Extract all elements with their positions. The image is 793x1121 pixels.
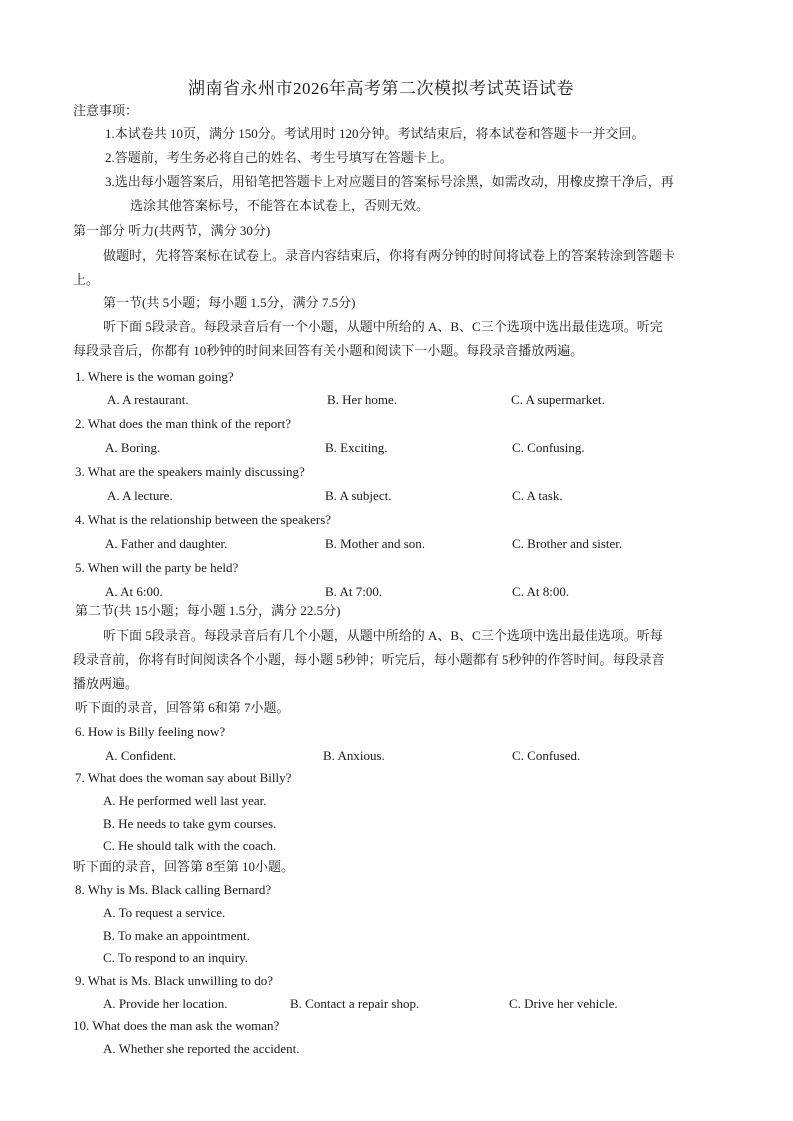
notice-item-3: 3.选出每小题答案后，用铅笔把答题卡上对应题目的答案标号涂黑，如需改动，用橡皮擦干净后，再 — [105, 174, 674, 189]
question-6-option-a: A. Confident. — [105, 748, 177, 763]
section1-intro-1: 听下面 5段录音。每段录音后有一个小题，从题中所给的 A、B、C三个选项中选出最佳选项。听完 — [103, 319, 663, 334]
notice-item-3-cont: 选涂其他答案标号，不能答在本试卷上，否则无效。 — [130, 198, 430, 213]
section2-intro-2: 段录音前，你将有时间阅读各个小题，每小题 5秒钟；听完后，每小题都有 5秒钟的作答时间。每段录音 — [73, 652, 665, 667]
question-5: 5. When will the party be held? — [75, 560, 239, 575]
question-3-option-b: B. A subject. — [325, 488, 392, 503]
question-3-option-a: A. A lecture. — [107, 488, 173, 503]
question-5-option-c: C. At 8:00. — [512, 584, 570, 599]
question-3: 3. What are the speakers mainly discussing? — [75, 464, 305, 479]
question-5-option-b: B. At 7:00. — [325, 584, 383, 599]
section2-heading: 第二节(共 15小题；每小题 1.5分，满分 22.5分) — [75, 603, 341, 618]
question-9-option-a: A. Provide her location. — [103, 996, 228, 1011]
question-5-option-a: A. At 6:00. — [105, 584, 163, 599]
question-8-option-c: C. To respond to an inquiry. — [103, 950, 248, 965]
question-2-option-c: C. Confusing. — [512, 440, 585, 455]
notice-item-2: 2.答题前，考生务必将自己的姓名、考生号填写在答题卡上。 — [105, 150, 453, 165]
notice-heading: 注意事项： — [73, 103, 139, 118]
question-9-option-b: B. Contact a repair shop. — [290, 996, 420, 1011]
question-2-option-a: A. Boring. — [105, 440, 161, 455]
part1-intro-1: 做题时，先将答案标在试卷上。录音内容结束后，你将有两分钟的时间将试卷上的答案转涂到答题卡 — [103, 248, 676, 263]
question-8-option-a: A. To request a service. — [103, 905, 226, 920]
part1-heading: 第一部分 听力(共两节，满分 30分) — [73, 223, 271, 238]
group2-intro: 听下面的录音，回答第 8至第 10小题。 — [73, 859, 295, 874]
question-8: 8. Why is Ms. Black calling Bernard? — [75, 882, 272, 897]
question-7: 7. What does the woman say about Billy? — [75, 770, 292, 785]
question-7-option-b: B. He needs to take gym courses. — [103, 816, 277, 831]
question-6-option-b: B. Anxious. — [323, 748, 385, 763]
part1-intro-2: 上。 — [73, 272, 100, 287]
section2-intro-3: 播放两遍。 — [73, 676, 139, 691]
group1-intro: 听下面的录音，回答第 6和第 7小题。 — [75, 700, 290, 715]
page-title: 湖南省永州市2026年高考第二次模拟考试英语试卷 — [188, 79, 574, 98]
question-2: 2. What does the man think of the report? — [75, 416, 292, 431]
question-3-option-c: C. A task. — [512, 488, 563, 503]
question-1-option-a: A. A restaurant. — [107, 392, 189, 407]
question-1-option-b: B. Her home. — [327, 392, 398, 407]
question-8-option-b: B. To make an appointment. — [103, 928, 250, 943]
section1-heading: 第一节(共 5小题；每小题 1.5分，满分 7.5分) — [103, 295, 356, 310]
question-4-option-a: A. Father and daughter. — [105, 536, 228, 551]
question-10-option-a: A. Whether she reported the accident. — [103, 1041, 300, 1056]
question-4-option-b: B. Mother and son. — [325, 536, 426, 551]
question-1: 1. Where is the woman going? — [75, 369, 234, 384]
question-10: 10. What does the man ask the woman? — [73, 1018, 280, 1033]
question-4: 4. What is the relationship between the speakers? — [75, 512, 332, 527]
section1-intro-2: 每段录音后，你都有 10秒钟的时间来回答有关小题和阅读下一小题。每段录音播放两遍。 — [73, 343, 584, 358]
question-4-option-c: C. Brother and sister. — [512, 536, 623, 551]
question-9-option-c: C. Drive her vehicle. — [509, 996, 618, 1011]
question-6: 6. How is Billy feeling now? — [75, 724, 226, 739]
question-9: 9. What is Ms. Black unwilling to do? — [75, 973, 273, 988]
question-1-option-c: C. A supermarket. — [511, 392, 605, 407]
question-7-option-c: C. He should talk with the coach. — [103, 838, 277, 853]
notice-item-1: 1.本试卷共 10页，满分 150分。考试用时 120分钟。考试结束后，将本试卷和答题卡一并交回。 — [105, 126, 645, 141]
question-6-option-c: C. Confused. — [512, 748, 581, 763]
question-7-option-a: A. He performed well last year. — [103, 793, 267, 808]
question-2-option-b: B. Exciting. — [325, 440, 388, 455]
section2-intro-1: 听下面 5段录音。每段录音后有几个小题，从题中所给的 A、B、C三个选项中选出最佳选项。听每 — [103, 628, 663, 643]
